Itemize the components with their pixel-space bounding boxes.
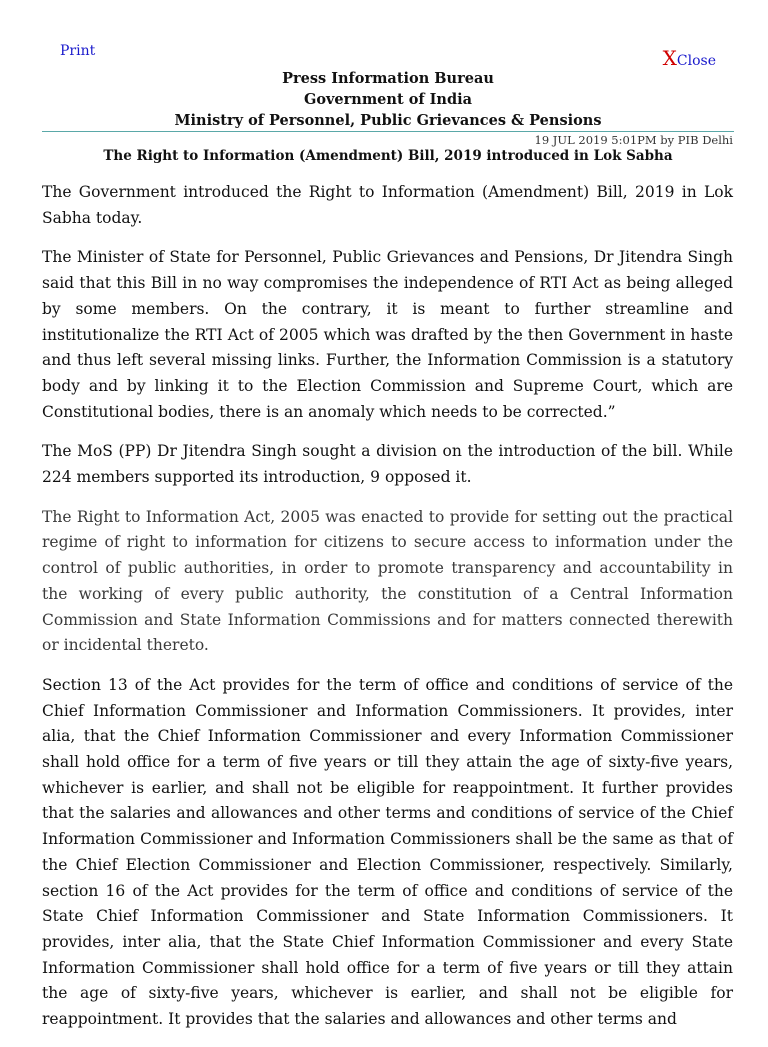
press-release-header	[42, 68, 734, 131]
header-divider	[42, 131, 734, 132]
paragraph-intro: The Government introduced the Right to Information (Amendment) Bill, 2019 in Lok Sabha today.	[42, 183, 733, 227]
bureau-name: Press Information Bureau	[282, 70, 494, 87]
print-link[interactable]: Print	[60, 43, 96, 59]
close-icon[interactable]: X	[662, 46, 677, 70]
paragraph-act-background: The Right to Information Act, 2005 was enacted to provide for setting out the practical regime of right to information for citizens to secure access to information under the control of public authorities, in order to promote transparency and accountability in the working of every public authority, the constitution of a Central Information Commission and State Information Commissions and for matters connected therewith or incidental thereto.	[42, 507, 733, 655]
ministry-name: Ministry of Personnel, Public Grievances & Pensions	[174, 112, 602, 129]
close-link[interactable]	[663, 46, 716, 70]
paragraph-section-13: Section 13 of the Act provides for the term of office and conditions of service of the Chief Information Commissioner and Information Commissioners. It provides, inter alia, that the Chief Information Commissioner and every Information Commissioner shall hold office for a term of five years or till they attain the age of sixty-five years, whichever is earlier, and shall not be eligible for reappointment. It further provides that the salaries and allowances and other terms and conditions of service of the Chief Information Commissioner and Information Commissioners shall be the same as that of the Chief Election Commissioner and Election Commissioner, respectively. Similarly, section 16 of the Act provides for the term of office and conditions of service of the State Chief Information Commissioner and State Information Commissioners. It provides, inter alia, that the State Chief Information Commissioner and every State Information Commissioner shall hold office for a term of five years or till they attain the age of sixty-five years, whichever is earlier, and shall not be eligible for reappointment. It provides that the salaries and allowances and other terms and	[42, 675, 733, 1029]
release-title: The Right to Information (Amendment) Bill, 2019 introduced in Lok Sabha	[103, 148, 673, 164]
release-body	[42, 180, 733, 1047]
government-name: Government of India	[303, 91, 473, 108]
close-label[interactable]: Close	[676, 53, 716, 69]
paragraph-division-vote: The MoS (PP) Dr Jitendra Singh sought a division on the introduction of the bill. While 224 members supported its introduction, 9 opposed it.	[42, 442, 733, 487]
dateline: 19 JUL 2019 5:01PM by PIB Delhi	[534, 133, 733, 147]
paragraph-minister-statement: The Minister of State for Personnel, Public Grievances and Pensions, Dr Jitendra Singh said that this Bill in no way compromises the independence of RTI Act as being alleged by some members. On the contrary, it is meant to further streamline and institutionalize the RTI Act of 2005 which was drafted by the then Government in haste and thus left several missing links. Further, the Information Commission is a statutory body and by linking it to the Election Commission and Supreme Court, which are Constitutional bodies, there is an anomaly which needs to be corrected.”	[42, 248, 733, 421]
